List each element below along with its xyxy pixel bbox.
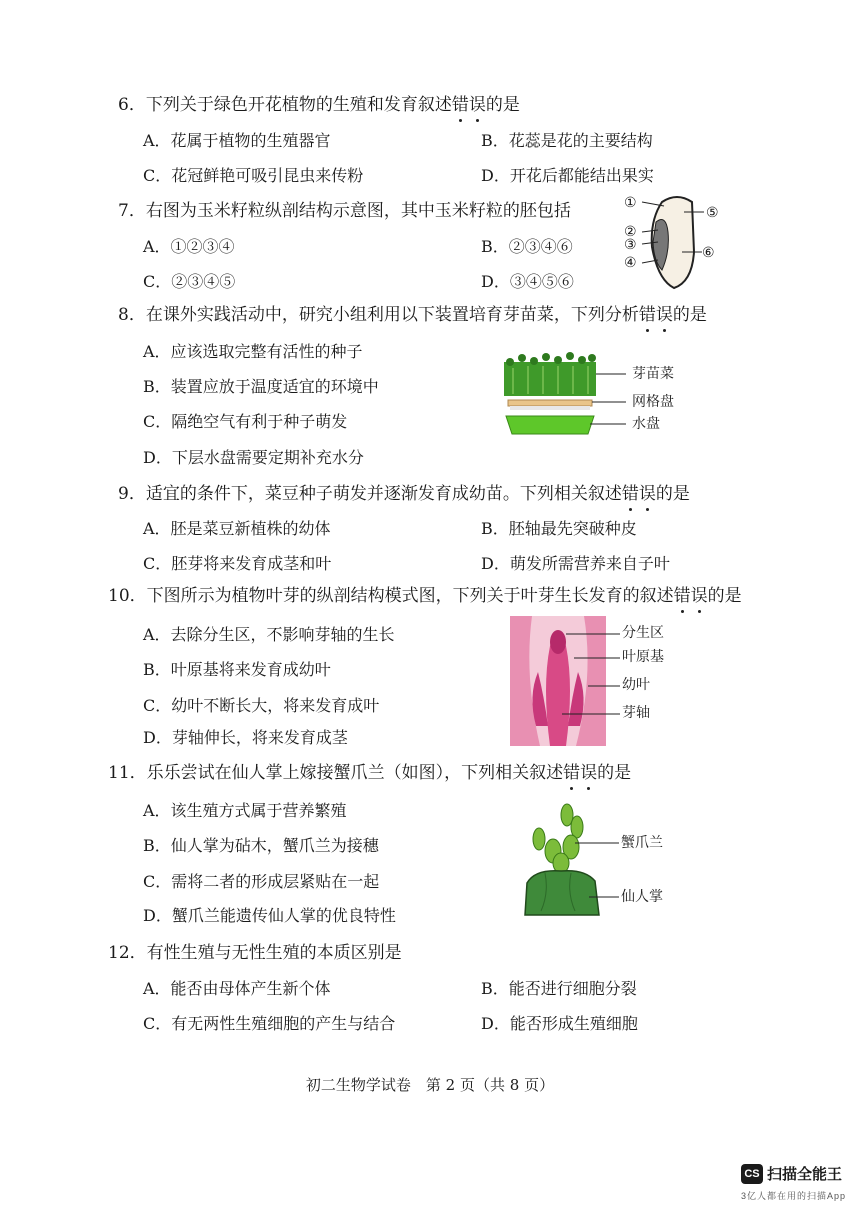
camscanner-tagline: 3亿人都在用的扫描App bbox=[741, 1191, 847, 1201]
water-tray-label: 水盘 bbox=[632, 416, 660, 432]
question-9-option-a: A．胚是菜豆新植株的幼体 bbox=[143, 519, 331, 538]
question-11-option-c: C．需将二者的形成层紧贴在一起 bbox=[143, 872, 380, 891]
question-9-option-d: D．萌发所需营养来自子叶 bbox=[481, 554, 670, 573]
corn-label-6: ⑥ bbox=[702, 245, 715, 261]
meristem-label: 分生区 bbox=[622, 625, 664, 641]
corn-label-2: ② bbox=[624, 224, 637, 240]
rootstock-label: 仙人掌 bbox=[621, 889, 663, 905]
graft-figure bbox=[515, 803, 695, 918]
graft-drawing bbox=[515, 803, 695, 918]
question-10-stem: 10．下图所示为植物叶芽的纵剖结构模式图，下列关于叶芽生长发育的叙述错误的是 bbox=[108, 586, 742, 606]
question-10-option-d: D．芽轴伸长，将来发育成茎 bbox=[143, 728, 348, 747]
bud-axis-label: 芽轴 bbox=[622, 705, 650, 721]
page-footer: 初二生物学试卷 第 2 页（共 8 页） bbox=[305, 1076, 555, 1094]
question-7-option-b: B．②③④⑥ bbox=[481, 237, 573, 256]
question-11-stem: 11．乐乐尝试在仙人掌上嫁接蟹爪兰（如图），下列相关叙述错误的是 bbox=[108, 763, 632, 783]
question-9-option-b: B．胚轴最先突破种皮 bbox=[481, 519, 637, 538]
question-7-option-c: C．②③④⑤ bbox=[143, 272, 236, 291]
corn-label-4: ④ bbox=[624, 255, 637, 271]
question-10-option-b: B．叶原基将来发育成幼叶 bbox=[143, 660, 331, 679]
corn-label-3: ③ bbox=[624, 237, 637, 253]
question-12-stem: 12．有性生殖与无性生殖的本质区别是 bbox=[108, 943, 402, 963]
mesh-tray-label: 网格盘 bbox=[632, 394, 674, 410]
question-8-option-c: C．隔绝空气有利于种子萌发 bbox=[143, 412, 348, 431]
leaf-bud-figure bbox=[510, 616, 690, 746]
question-11-option-a: A．该生殖方式属于营养繁殖 bbox=[143, 801, 347, 820]
question-10-option-a: A．去除分生区，不影响芽轴的生长 bbox=[143, 625, 395, 644]
camscanner-name: 扫描全能王 bbox=[767, 1166, 843, 1183]
corn-kernel-figure bbox=[622, 192, 732, 292]
question-6-stem: 6．下列关于绿色开花植物的生殖和发育叙述错误的是 bbox=[118, 95, 520, 115]
question-7-stem: 7．右图为玉米籽粒纵剖结构示意图，其中玉米籽粒的胚包括 bbox=[118, 201, 571, 221]
question-6-option-a: A．花属于植物的生殖器官 bbox=[143, 131, 331, 150]
sprout-label: 芽苗菜 bbox=[632, 366, 674, 382]
camscanner-logo-icon: CS bbox=[741, 1164, 763, 1184]
question-12-option-c: C．有无两性生殖细胞的产生与结合 bbox=[143, 1014, 396, 1033]
question-6-option-c: C．花冠鲜艳可吸引昆虫来传粉 bbox=[143, 166, 364, 185]
question-8-option-d: D．下层水盘需要定期补充水分 bbox=[143, 448, 364, 467]
question-10-option-c: C．幼叶不断长大，将来发育成叶 bbox=[143, 696, 380, 715]
question-12-option-a: A．能否由母体产生新个体 bbox=[143, 979, 331, 998]
scion-label: 蟹爪兰 bbox=[621, 835, 663, 851]
question-9-option-c: C．胚芽将来发育成茎和叶 bbox=[143, 554, 332, 573]
corn-label-5: ⑤ bbox=[706, 205, 719, 221]
question-11-option-d: D．蟹爪兰能遗传仙人掌的优良特性 bbox=[143, 906, 396, 925]
leaf-primordium-label: 叶原基 bbox=[622, 649, 664, 665]
sprout-device-figure bbox=[498, 348, 698, 440]
question-12-option-b: B．能否进行细胞分裂 bbox=[481, 979, 637, 998]
question-8-option-b: B．装置应放于温度适宜的环境中 bbox=[143, 377, 379, 396]
corn-label-1: ① bbox=[624, 195, 637, 211]
young-leaf-label: 幼叶 bbox=[622, 677, 650, 693]
question-11-option-b: B．仙人掌为砧木，蟹爪兰为接穗 bbox=[143, 836, 379, 855]
question-8-stem: 8．在课外实践活动中，研究小组利用以下装置培育芽苗菜，下列分析错误的是 bbox=[118, 305, 707, 325]
question-8-option-a: A．应该选取完整有活性的种子 bbox=[143, 342, 363, 361]
question-6-option-b: B．花蕊是花的主要结构 bbox=[481, 131, 653, 150]
question-6-option-d: D．开花后都能结出果实 bbox=[481, 166, 654, 185]
question-7-option-a: A．①②③④ bbox=[143, 237, 235, 256]
question-9-stem: 9．适宜的条件下，菜豆种子萌发并逐渐发育成幼苗。下列相关叙述错误的是 bbox=[118, 484, 690, 504]
question-7-option-d: D．③④⑤⑥ bbox=[481, 272, 574, 291]
question-12-option-d: D．能否形成生殖细胞 bbox=[481, 1014, 638, 1033]
